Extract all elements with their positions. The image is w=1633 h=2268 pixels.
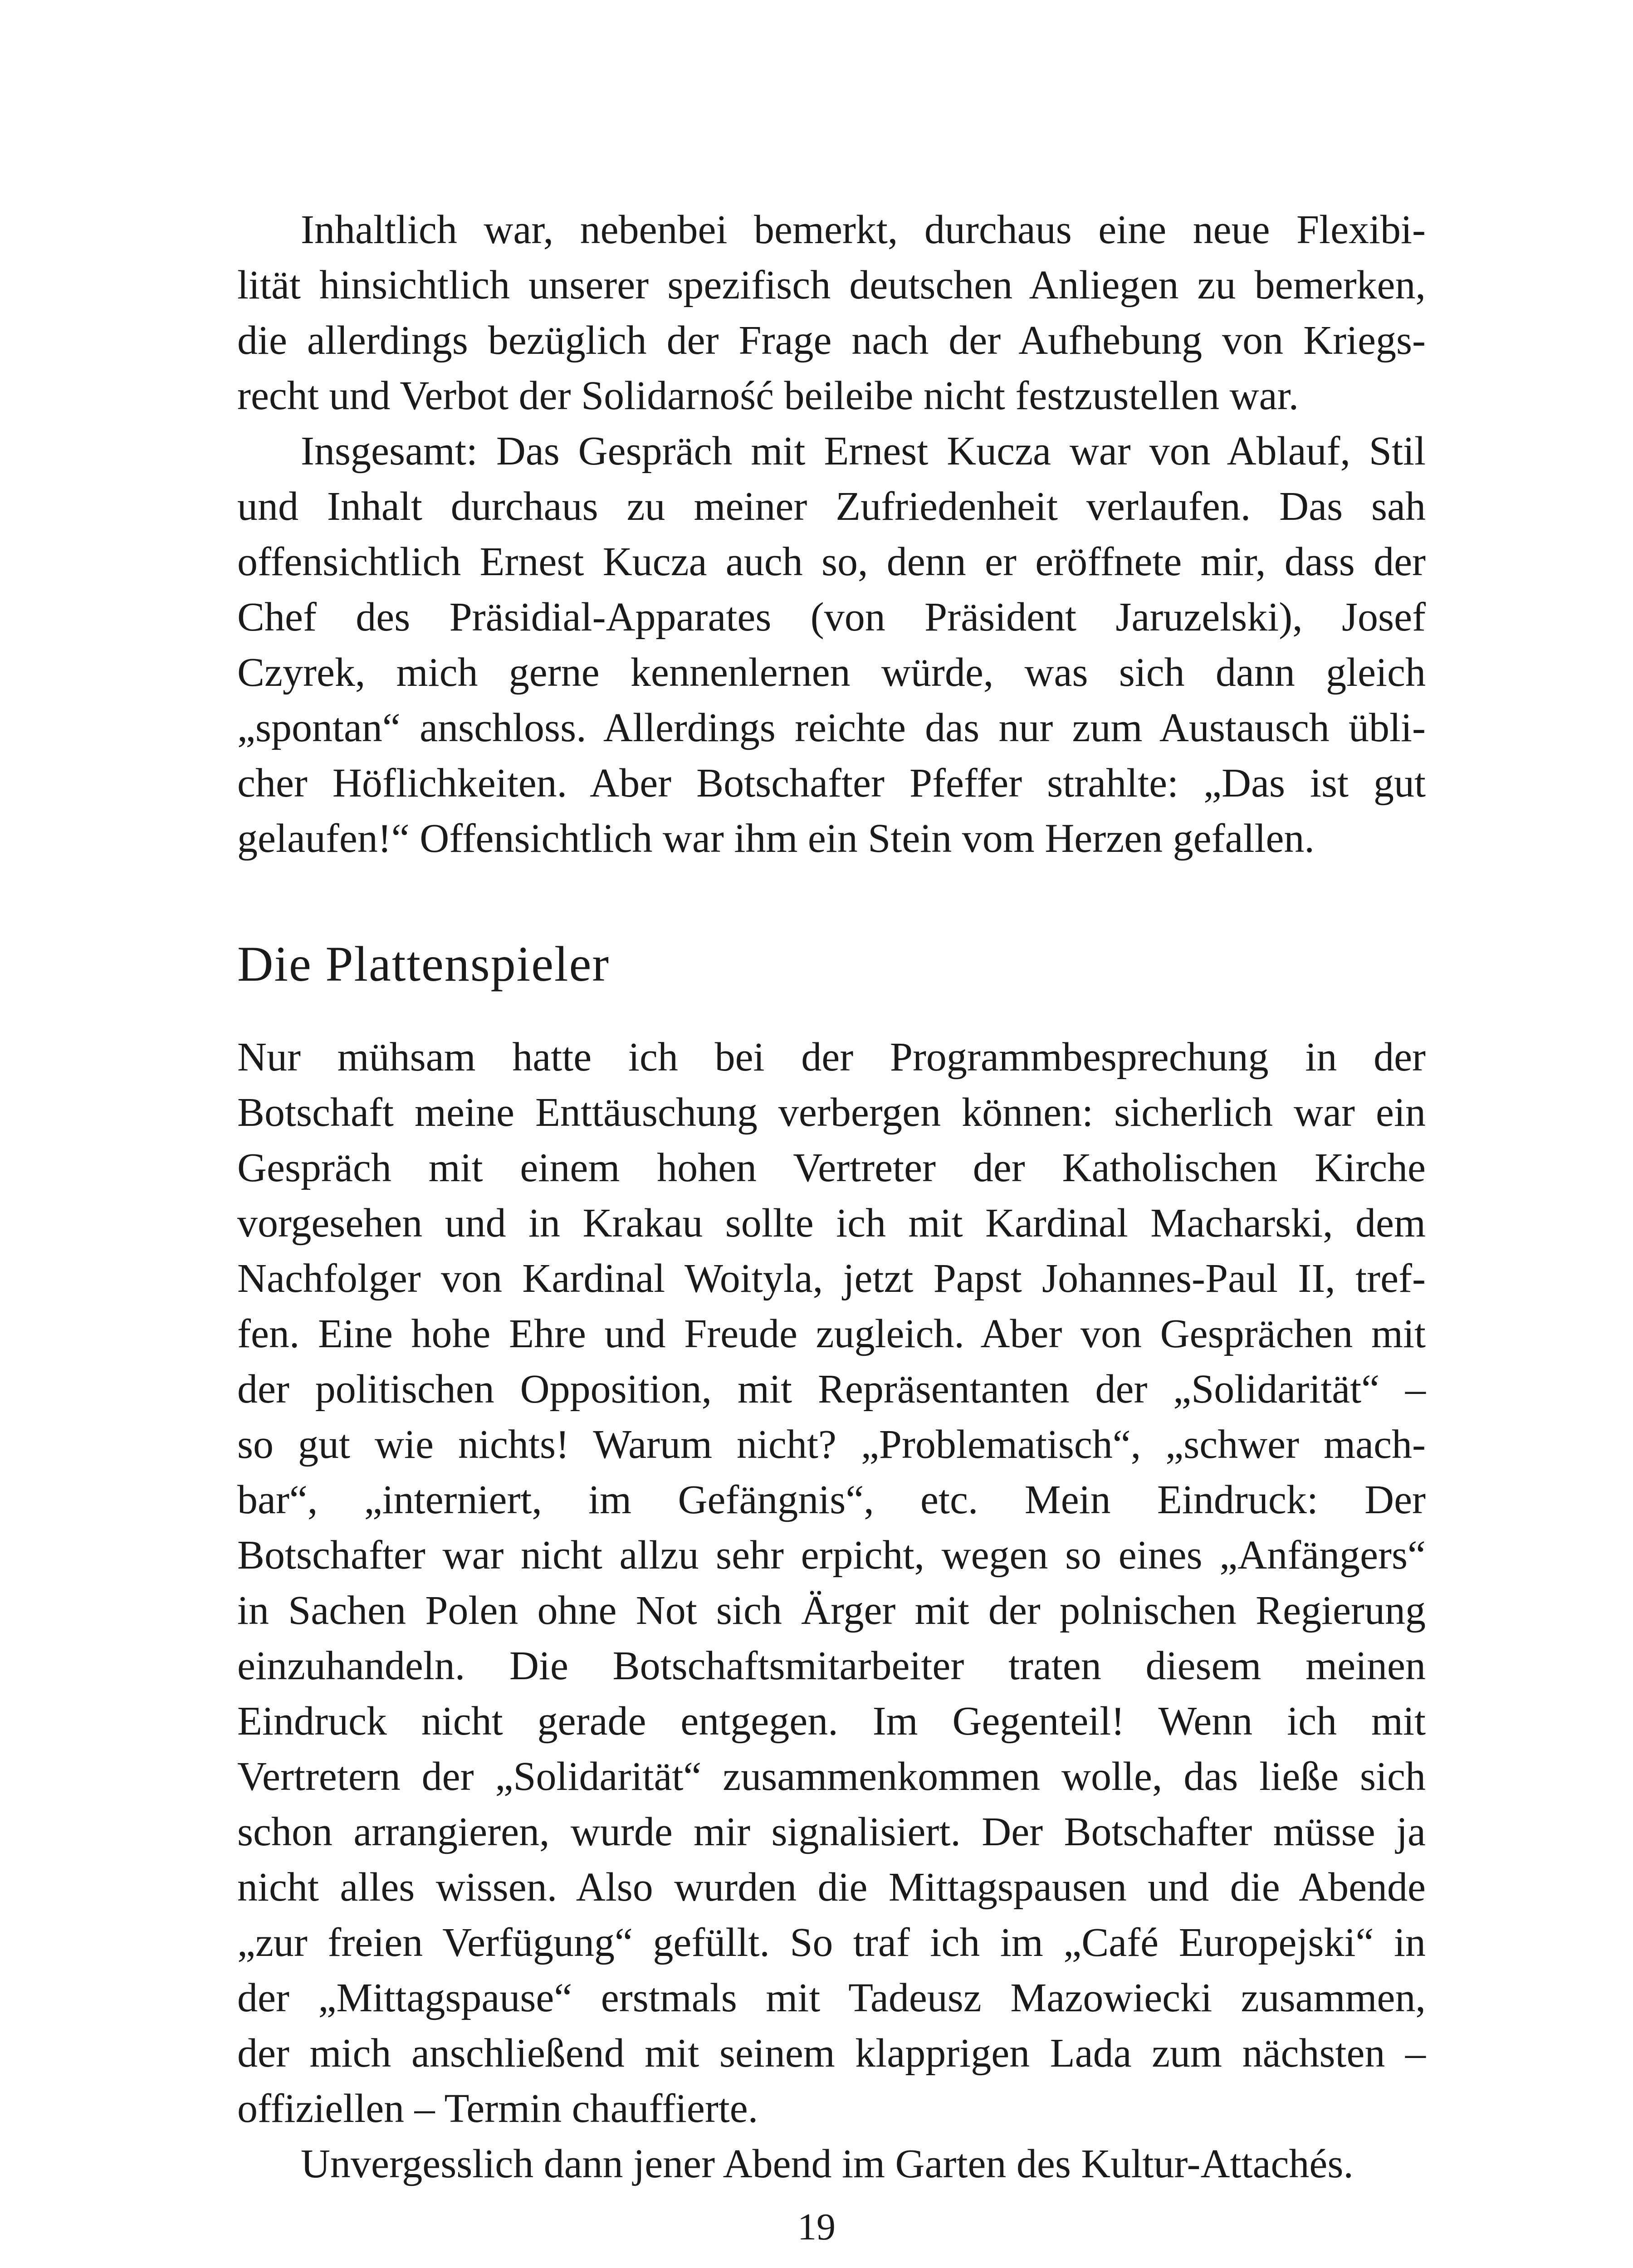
- paragraph-line: die allerdings bezüglich der Frage nach der Aufhebung von Kriegs-: [237, 318, 1426, 363]
- paragraph-line: Insgesamt: Das Gespräch mit Ernest Kucza war von Ablauf, Stil: [301, 429, 1426, 474]
- paragraph-line: schon arrangieren, wurde mir signalisiert. Der Botschafter müsse ja: [237, 1809, 1426, 1854]
- paragraph-line: cher Höflichkeiten. Aber Botschafter Pfeffer strahlte: „Das ist gut: [237, 761, 1426, 806]
- paragraph-line: Eindruck nicht gerade entgegen. Im Gegenteil! Wenn ich mit: [237, 1699, 1426, 1744]
- paragraph-3: [237, 1030, 1426, 2136]
- paragraph-line: in Sachen Polen ohne Not sich Ärger mit der polnischen Regierung: [237, 1588, 1426, 1633]
- paragraph-1: [237, 202, 1426, 424]
- paragraph-2: [237, 424, 1426, 866]
- paragraph-line: nicht alles wissen. Also wurden die Mittagspausen und die Abende: [237, 1865, 1426, 1910]
- paragraph-line: Botschafter war nicht allzu sehr erpicht, wegen so eines „Anfängers“: [237, 1533, 1426, 1578]
- paragraph-line: fen. Eine hohe Ehre und Freude zugleich. Aber von Gesprächen mit: [237, 1311, 1426, 1356]
- paragraph-line: lität hinsichtlich unserer spezifisch deutschen Anliegen zu bemerken,: [237, 263, 1426, 308]
- paragraph-line: Chef des Präsidial-Apparates (von Präsident Jaruzelski), Josef: [237, 595, 1426, 640]
- paragraph-line: Inhaltlich war, nebenbei bemerkt, durchaus eine neue Flexibi-: [301, 207, 1426, 252]
- paragraph-line: gelaufen!“ Offensichtlich war ihm ein Stein vom Herzen gefallen.: [237, 816, 1315, 861]
- paragraph-line: und Inhalt durchaus zu meiner Zufriedenheit verlaufen. Das sah: [237, 484, 1426, 529]
- section-heading: Die Plattenspieler: [237, 936, 610, 992]
- paragraph-line: bar“, „interniert, im Gefängnis“, etc. Mein Eindruck: Der: [237, 1477, 1426, 1522]
- text-block-upper: [237, 202, 1426, 866]
- paragraph-line: der „Mittagspause“ erstmals mit Tadeusz Mazowiecki zusammen,: [237, 1975, 1426, 2020]
- paragraph-line: Nur mühsam hatte ich bei der Programmbesprechung in der: [237, 1035, 1426, 1080]
- paragraph-line: der mich anschließend mit seinem klapprigen Lada zum nächsten –: [237, 2031, 1426, 2076]
- paragraph-line: Vertretern der „Solidarität“ zusammenkommen wolle, das ließe sich: [237, 1754, 1426, 1799]
- text-block-lower: [237, 1030, 1426, 2192]
- paragraph-line: der politischen Opposition, mit Repräsentanten der „Solidarität“ –: [237, 1367, 1426, 1412]
- paragraph-line: recht und Verbot der Solidarność beileibe nicht festzustellen war.: [237, 373, 1299, 418]
- paragraph-line: so gut wie nichts! Warum nicht? „Problematisch“, „schwer mach-: [237, 1422, 1426, 1467]
- paragraph-line: Gespräch mit einem hohen Vertreter der Katholischen Kirche: [237, 1145, 1426, 1190]
- paragraph-line: Czyrek, mich gerne kennenlernen würde, was sich dann gleich: [237, 650, 1426, 695]
- paragraph-4: [237, 2136, 1426, 2192]
- paragraph-line: „zur freien Verfügung“ gefüllt. So traf ich im „Café Europejski“ in: [237, 1920, 1426, 1965]
- paragraph-line: „spontan“ anschloss. Allerdings reichte das nur zum Austausch übli-: [237, 705, 1426, 750]
- paragraph-line: vorgesehen und in Krakau sollte ich mit Kardinal Macharski, dem: [237, 1201, 1426, 1246]
- paragraph-line: Nachfolger von Kardinal Woityla, jetzt Papst Johannes-Paul II, tref-: [237, 1256, 1426, 1301]
- paragraph-line: offensichtlich Ernest Kucza auch so, denn er eröffnete mir, dass der: [237, 539, 1426, 584]
- page-number: 19: [797, 2206, 836, 2248]
- paragraph-line: Unvergesslich dann jener Abend im Garten des Kultur-Attachés.: [301, 2141, 1354, 2186]
- paragraph-line: einzuhandeln. Die Botschaftsmitarbeiter traten diesem meinen: [237, 1643, 1426, 1688]
- paragraph-line: offiziellen – Termin chauffierte.: [237, 2086, 758, 2131]
- paragraph-line: Botschaft meine Enttäuschung verbergen können: sicherlich war ein: [237, 1090, 1426, 1135]
